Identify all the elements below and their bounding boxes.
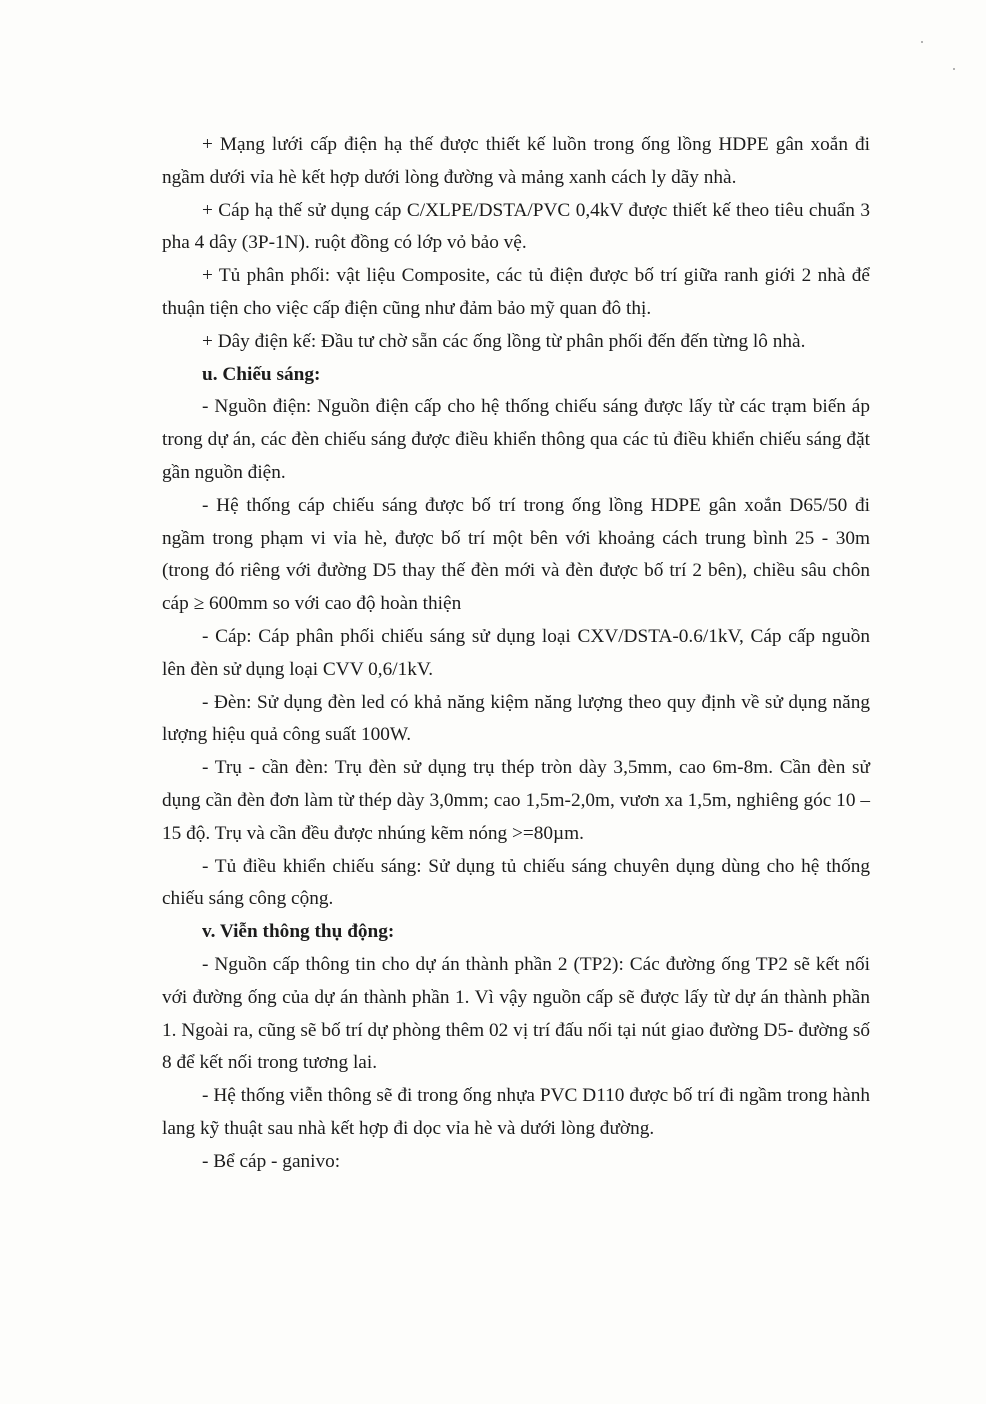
paragraph-power-network: + Mạng lưới cấp điện hạ thế được thiết kế luồn trong ống lồng HDPE gân xoắn đi ngầm dưới vỉa hè kết hợp dưới lòng đường và mảng xanh cách ly dãy nhà.	[162, 134, 870, 188]
paragraph-meter-wire: + Dây điện kế: Đầu tư chờ sẵn các ống lồng từ phân phối đến đến từng lô nhà.	[202, 330, 806, 352]
paragraph-telecom-source: - Nguồn cấp thông tin cho dự án thành phần 2 (TP2): Các đường ống TP2 sẽ kết nối với đường ống của dự án thành phần 1. Vì vậy nguồn cấp sẽ được lấy từ dự án thành phần 1. Ngoài ra, cũng sẽ bố trí dự phòng thêm 02 vị trí đấu nối tại nút giao đường D5- đường số 8 để kết nối trong tương lai.	[162, 953, 870, 1074]
section-heading-lighting: u. Chiếu sáng:	[202, 363, 321, 385]
paragraph-low-voltage-cable: + Cáp hạ thế sử dụng cáp C/XLPE/DSTA/PVC 0,4kV được thiết kế theo tiêu chuẩn 3 pha 4 dây (3P-1N). ruột đồng có lớp vỏ bảo vệ.	[162, 199, 870, 254]
paragraph-distribution-cabinet: + Tủ phân phối: vật liệu Composite, các tủ điện được bố trí giữa ranh giới 2 nhà để thuận tiện cho việc cấp điện cũng như đảm bảo mỹ quan đô thị.	[162, 265, 870, 319]
document-body	[162, 129, 870, 1179]
scan-speck	[953, 68, 955, 70]
paragraph-lamp: - Đèn: Sử dụng đèn led có khả năng kiệm năng lượng theo quy định về sử dụng năng lượng hiệu quả công suất 100W.	[162, 691, 870, 746]
paragraph-lighting-cable-system: - Hệ thống cáp chiếu sáng được bố trí trong ống lồng HDPE gân xoắn D65/50 đi ngầm trong phạm vi vỉa hè, được bố trí một bên với khoảng cách trung bình 25 - 30m (trong đó riêng với đường D5 thay thế đèn mới và đèn được bố trí 2 bên), chiều sâu chôn cáp ≥ 600mm so với cao độ hoàn thiện	[162, 494, 870, 615]
paragraph-lighting-power-source: - Nguồn điện: Nguồn điện cấp cho hệ thống chiếu sáng được lấy từ các trạm biến áp trong dự án, các đèn chiếu sáng được điều khiển thông qua các tủ điều khiển chiếu sáng đặt gần nguồn điện.	[162, 396, 870, 483]
paragraph-lighting-control-cabinet: - Tủ điều khiển chiếu sáng: Sử dụng tủ chiếu sáng chuyên dụng dùng cho hệ thống chiếu sáng công cộng.	[162, 855, 870, 910]
paragraph-telecom-system: - Hệ thống viễn thông sẽ đi trong ống nhựa PVC D110 được bố trí đi ngầm trong hành lang kỹ thuật sau nhà kết hợp đi dọc vỉa hè và dưới lòng đường.	[162, 1085, 870, 1139]
paragraph-pole-arm: - Trụ - cần đèn: Trụ đèn sử dụng trụ thép tròn dày 3,5mm, cao 6m-8m. Cần đèn sử dụng cần đèn đơn làm từ thép dày 3,0mm; cao 1,5m-2,0m, vươn xa 1,5m, nghiêng góc 10 – 15 độ. Trụ và cần đều được nhúng kẽm nóng >=80µm.	[162, 757, 870, 844]
paragraph-lighting-cable: - Cáp: Cáp phân phối chiếu sáng sử dụng loại CXV/DSTA-0.6/1kV, Cáp cấp nguồn lên đèn sử dụng loại CVV 0,6/1kV.	[162, 625, 870, 680]
paragraph-cable-pit: - Bể cáp - ganivo:	[202, 1150, 341, 1172]
scan-speck	[921, 41, 923, 43]
section-heading-passive-telecom: v. Viễn thông thụ động:	[202, 921, 395, 943]
